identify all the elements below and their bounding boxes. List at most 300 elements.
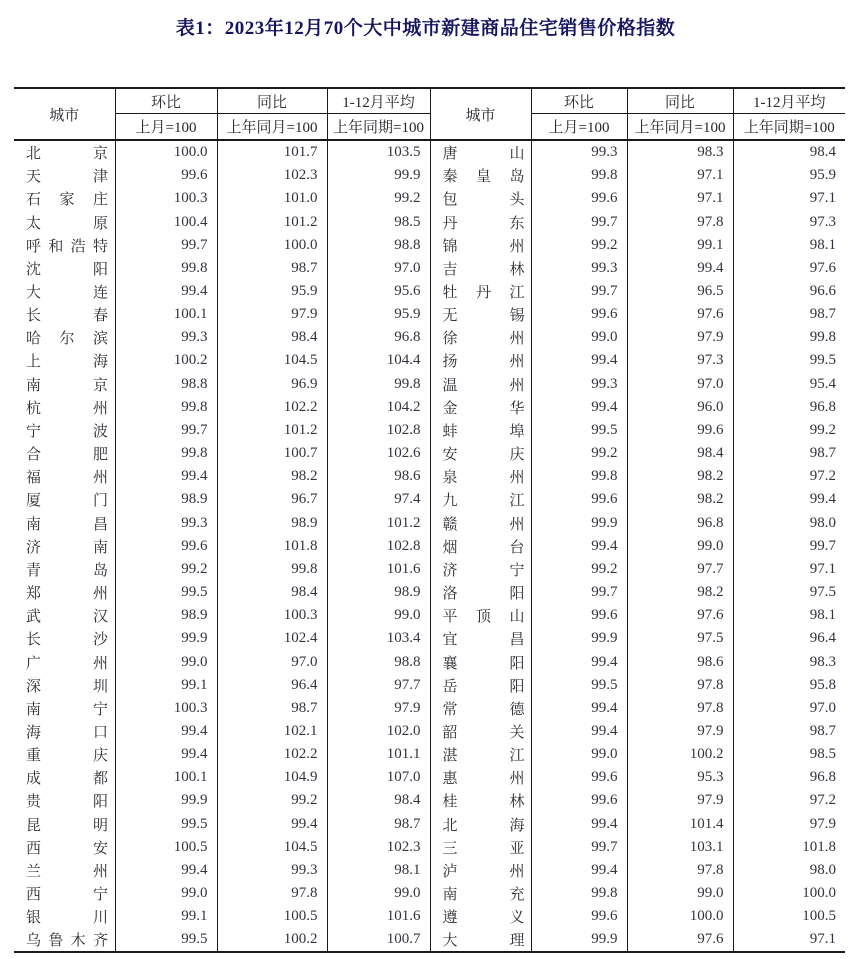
value-cell: 97.4 (327, 488, 430, 511)
city-name: 杭州 (26, 400, 108, 417)
city-name: 丹东 (442, 215, 525, 232)
table-row (14, 140, 845, 164)
value-cell: 99.4 (217, 813, 327, 836)
value-cell: 104.2 (327, 396, 430, 419)
header-yoy-left: 同比 (217, 88, 327, 114)
value-cell: 97.1 (733, 928, 845, 952)
city-cell (430, 419, 531, 442)
city-cell (14, 743, 115, 766)
value-cell: 98.1 (327, 859, 430, 882)
value-cell: 101.6 (327, 905, 430, 928)
value-cell: 101.1 (327, 743, 430, 766)
city-name: 蚌埠 (442, 423, 525, 440)
value-cell: 98.0 (733, 859, 845, 882)
city-cell (14, 164, 115, 187)
table-row (14, 928, 845, 952)
city-name: 贵阳 (26, 794, 108, 811)
city-cell (14, 326, 115, 349)
value-cell: 98.1 (733, 604, 845, 627)
city-cell (14, 604, 115, 627)
city-name: 安庆 (442, 447, 525, 464)
value-cell: 104.5 (217, 836, 327, 859)
value-cell: 99.9 (531, 627, 627, 650)
value-cell: 99.6 (531, 187, 627, 210)
city-name: 牡丹江 (442, 285, 525, 302)
value-cell: 98.7 (327, 813, 430, 836)
value-cell: 99.2 (217, 789, 327, 812)
city-cell (14, 558, 115, 581)
value-cell: 97.9 (627, 326, 733, 349)
value-cell: 100.3 (115, 187, 217, 210)
city-name: 合肥 (26, 447, 108, 464)
value-cell: 98.8 (327, 650, 430, 673)
city-cell (14, 535, 115, 558)
city-cell (14, 419, 115, 442)
value-cell: 102.8 (327, 535, 430, 558)
value-cell: 98.9 (327, 581, 430, 604)
value-cell: 98.9 (115, 488, 217, 511)
value-cell: 104.4 (327, 349, 430, 372)
city-name: 吉林 (442, 261, 525, 278)
city-name: 青岛 (26, 562, 108, 579)
value-cell: 96.7 (217, 488, 327, 511)
value-cell: 99.0 (115, 650, 217, 673)
city-name: 兰州 (26, 863, 108, 880)
value-cell: 101.8 (733, 836, 845, 859)
value-cell: 96.6 (733, 280, 845, 303)
value-cell: 95.9 (733, 164, 845, 187)
city-cell (430, 164, 531, 187)
value-cell: 96.8 (733, 766, 845, 789)
value-cell: 99.7 (531, 836, 627, 859)
city-name: 南京 (26, 377, 108, 394)
city-cell (430, 697, 531, 720)
value-cell: 97.1 (733, 558, 845, 581)
value-cell: 97.1 (627, 164, 733, 187)
value-cell: 101.4 (627, 813, 733, 836)
city-name: 海口 (26, 724, 108, 741)
city-cell (14, 396, 115, 419)
city-name: 秦皇岛 (442, 169, 525, 186)
value-cell: 97.8 (627, 859, 733, 882)
city-cell (14, 234, 115, 257)
value-cell: 97.5 (733, 581, 845, 604)
value-cell: 99.9 (531, 928, 627, 952)
value-cell: 99.7 (115, 234, 217, 257)
city-cell (14, 349, 115, 372)
value-cell: 102.2 (217, 743, 327, 766)
city-name: 长春 (26, 308, 108, 325)
value-cell: 97.2 (733, 789, 845, 812)
value-cell: 99.2 (531, 558, 627, 581)
city-name: 济南 (26, 539, 108, 556)
value-cell: 103.5 (327, 140, 430, 164)
value-cell: 97.0 (627, 373, 733, 396)
value-cell: 100.2 (217, 928, 327, 952)
value-cell: 99.6 (531, 789, 627, 812)
value-cell: 99.4 (733, 488, 845, 511)
value-cell: 97.0 (217, 650, 327, 673)
city-name: 重庆 (26, 748, 108, 765)
value-cell: 102.1 (217, 720, 327, 743)
city-name: 温州 (442, 377, 525, 394)
city-cell (14, 882, 115, 905)
header-city-right: 城市 (430, 88, 531, 140)
value-cell: 100.2 (115, 349, 217, 372)
value-cell: 99.0 (327, 604, 430, 627)
table-row (14, 627, 845, 650)
value-cell: 99.8 (733, 326, 845, 349)
value-cell: 98.9 (115, 604, 217, 627)
table-row (14, 558, 845, 581)
value-cell: 97.8 (627, 674, 733, 697)
city-cell (14, 210, 115, 233)
city-cell (430, 187, 531, 210)
value-cell: 99.4 (531, 697, 627, 720)
table-row (14, 257, 845, 280)
value-cell: 99.1 (115, 674, 217, 697)
city-name: 昆明 (26, 817, 108, 834)
city-name: 韶关 (442, 724, 525, 741)
table-row (14, 326, 845, 349)
value-cell: 98.7 (733, 303, 845, 326)
value-cell: 102.3 (327, 836, 430, 859)
value-cell: 99.1 (627, 234, 733, 257)
city-cell (14, 813, 115, 836)
city-name: 岳阳 (442, 678, 525, 695)
value-cell: 98.4 (217, 581, 327, 604)
value-cell: 97.1 (733, 187, 845, 210)
header-yoy-base-right: 上年同月=100 (627, 114, 733, 141)
value-cell: 98.8 (327, 234, 430, 257)
value-cell: 102.4 (217, 627, 327, 650)
city-cell (14, 627, 115, 650)
value-cell: 99.8 (115, 396, 217, 419)
city-cell (430, 836, 531, 859)
value-cell: 96.4 (217, 674, 327, 697)
value-cell: 97.2 (733, 465, 845, 488)
value-cell: 99.7 (531, 280, 627, 303)
city-cell (14, 488, 115, 511)
value-cell: 99.1 (115, 905, 217, 928)
table-header (14, 88, 845, 140)
city-name: 深圳 (26, 678, 108, 695)
city-cell (430, 210, 531, 233)
value-cell: 98.8 (115, 373, 217, 396)
city-cell (430, 257, 531, 280)
value-cell: 104.5 (217, 349, 327, 372)
city-name: 济宁 (442, 562, 525, 579)
value-cell: 99.0 (531, 743, 627, 766)
value-cell: 102.6 (327, 442, 430, 465)
table-row (14, 905, 845, 928)
value-cell: 97.9 (627, 789, 733, 812)
city-cell (14, 928, 115, 952)
city-name: 大理 (442, 933, 525, 950)
city-cell (430, 512, 531, 535)
table-row (14, 604, 845, 627)
city-cell (14, 512, 115, 535)
value-cell: 99.5 (115, 928, 217, 952)
value-cell: 99.4 (115, 859, 217, 882)
value-cell: 99.9 (115, 789, 217, 812)
value-cell: 98.4 (327, 789, 430, 812)
value-cell: 97.7 (327, 674, 430, 697)
value-cell: 99.5 (115, 813, 217, 836)
value-cell: 98.9 (217, 512, 327, 535)
city-name: 襄阳 (442, 655, 525, 672)
city-cell (430, 743, 531, 766)
value-cell: 102.8 (327, 419, 430, 442)
city-cell (430, 349, 531, 372)
table-row (14, 697, 845, 720)
city-cell (14, 187, 115, 210)
value-cell: 97.6 (627, 928, 733, 952)
table-row (14, 280, 845, 303)
value-cell: 97.3 (733, 210, 845, 233)
value-cell: 100.7 (217, 442, 327, 465)
city-name: 宜昌 (442, 632, 525, 649)
value-cell: 99.3 (217, 859, 327, 882)
value-cell: 98.6 (327, 465, 430, 488)
value-cell: 101.0 (217, 187, 327, 210)
city-cell (430, 650, 531, 673)
city-cell (14, 650, 115, 673)
value-cell: 99.6 (627, 419, 733, 442)
value-cell: 96.8 (733, 396, 845, 419)
value-cell: 99.6 (531, 303, 627, 326)
value-cell: 97.5 (627, 627, 733, 650)
city-cell (430, 789, 531, 812)
value-cell: 98.7 (733, 442, 845, 465)
city-cell (430, 535, 531, 558)
city-cell (14, 373, 115, 396)
table-row (14, 512, 845, 535)
value-cell: 101.2 (217, 419, 327, 442)
value-cell: 97.6 (627, 303, 733, 326)
price-index-table (14, 87, 845, 953)
city-name: 南昌 (26, 516, 108, 533)
value-cell: 100.0 (627, 905, 733, 928)
value-cell: 99.4 (115, 280, 217, 303)
value-cell: 101.2 (327, 512, 430, 535)
value-cell: 98.7 (733, 720, 845, 743)
value-cell: 99.4 (531, 349, 627, 372)
city-cell (14, 905, 115, 928)
value-cell: 97.8 (627, 210, 733, 233)
city-cell (14, 697, 115, 720)
value-cell: 97.9 (733, 813, 845, 836)
value-cell: 99.0 (115, 882, 217, 905)
table-row (14, 373, 845, 396)
table-row (14, 581, 845, 604)
city-cell (14, 280, 115, 303)
value-cell: 100.3 (217, 604, 327, 627)
city-name: 遵义 (442, 910, 525, 927)
city-cell (430, 813, 531, 836)
city-cell (430, 303, 531, 326)
value-cell: 99.0 (327, 882, 430, 905)
city-name: 石家庄 (26, 192, 108, 209)
value-cell: 99.6 (531, 488, 627, 511)
city-cell (430, 720, 531, 743)
city-name: 唐山 (442, 146, 525, 163)
value-cell: 102.3 (217, 164, 327, 187)
city-cell (14, 303, 115, 326)
city-name: 呼和浩特 (26, 238, 108, 255)
city-cell (430, 674, 531, 697)
header-mom-right: 环比 (531, 88, 627, 114)
table-row (14, 465, 845, 488)
city-name: 宁波 (26, 423, 108, 440)
value-cell: 100.3 (115, 697, 217, 720)
value-cell: 99.3 (115, 512, 217, 535)
city-cell (14, 581, 115, 604)
value-cell: 99.6 (531, 604, 627, 627)
table-row (14, 789, 845, 812)
city-cell (430, 373, 531, 396)
value-cell: 98.2 (627, 581, 733, 604)
value-cell: 99.2 (733, 419, 845, 442)
value-cell: 95.8 (733, 674, 845, 697)
value-cell: 101.7 (217, 140, 327, 164)
value-cell: 99.0 (627, 535, 733, 558)
value-cell: 97.0 (733, 697, 845, 720)
value-cell: 100.0 (217, 234, 327, 257)
city-name: 福州 (26, 470, 108, 487)
header-avg-base-right: 上年同期=100 (733, 114, 845, 141)
city-name: 湛江 (442, 748, 525, 765)
value-cell: 99.0 (531, 326, 627, 349)
value-cell: 98.2 (217, 465, 327, 488)
city-cell (430, 140, 531, 164)
value-cell: 98.4 (627, 442, 733, 465)
city-name: 赣州 (442, 516, 525, 533)
value-cell: 99.2 (531, 234, 627, 257)
table-row (14, 859, 845, 882)
city-cell (430, 905, 531, 928)
value-cell: 99.7 (531, 581, 627, 604)
table-row (14, 234, 845, 257)
city-cell (430, 396, 531, 419)
value-cell: 103.1 (627, 836, 733, 859)
table-row (14, 836, 845, 859)
table-row (14, 488, 845, 511)
value-cell: 96.8 (627, 512, 733, 535)
value-cell: 99.5 (531, 419, 627, 442)
city-name: 徐州 (442, 331, 525, 348)
table-row (14, 442, 845, 465)
city-name: 大连 (26, 285, 108, 302)
value-cell: 100.1 (115, 766, 217, 789)
table-row (14, 210, 845, 233)
value-cell: 100.4 (115, 210, 217, 233)
value-cell: 99.7 (115, 419, 217, 442)
city-name: 长沙 (26, 632, 108, 649)
city-cell (14, 720, 115, 743)
value-cell: 101.6 (327, 558, 430, 581)
table-header-row-2 (14, 114, 845, 141)
value-cell: 98.5 (327, 210, 430, 233)
city-name: 九江 (442, 493, 525, 510)
city-name: 南充 (442, 887, 525, 904)
value-cell: 97.8 (627, 697, 733, 720)
value-cell: 99.3 (115, 326, 217, 349)
value-cell: 99.2 (531, 442, 627, 465)
value-cell: 100.5 (115, 836, 217, 859)
value-cell: 99.2 (327, 187, 430, 210)
value-cell: 99.3 (531, 373, 627, 396)
table-row (14, 535, 845, 558)
value-cell: 98.7 (217, 257, 327, 280)
city-cell (430, 465, 531, 488)
value-cell: 100.5 (217, 905, 327, 928)
value-cell: 96.8 (327, 326, 430, 349)
table-row (14, 349, 845, 372)
city-name: 厦门 (26, 493, 108, 510)
value-cell: 100.2 (627, 743, 733, 766)
city-name: 泸州 (442, 863, 525, 880)
value-cell: 96.5 (627, 280, 733, 303)
value-cell: 102.2 (217, 396, 327, 419)
table-header-row-1 (14, 88, 845, 114)
city-name: 泉州 (442, 470, 525, 487)
city-name: 金华 (442, 400, 525, 417)
city-cell (430, 326, 531, 349)
value-cell: 98.3 (733, 650, 845, 673)
city-name: 烟台 (442, 539, 525, 556)
city-name: 成都 (26, 771, 108, 788)
page-title: 表1：2023年12月70个大中城市新建商品住宅销售价格指数 (175, 18, 676, 39)
value-cell: 99.4 (531, 859, 627, 882)
value-cell: 97.3 (627, 349, 733, 372)
value-cell: 99.4 (115, 720, 217, 743)
value-cell: 100.0 (733, 882, 845, 905)
value-cell: 98.2 (627, 465, 733, 488)
table-row (14, 766, 845, 789)
value-cell: 98.0 (733, 512, 845, 535)
city-cell (430, 234, 531, 257)
value-cell: 100.7 (327, 928, 430, 952)
value-cell: 96.9 (217, 373, 327, 396)
value-cell: 103.4 (327, 627, 430, 650)
city-cell (14, 766, 115, 789)
table-row (14, 303, 845, 326)
city-cell (430, 488, 531, 511)
value-cell: 99.8 (531, 465, 627, 488)
value-cell: 107.0 (327, 766, 430, 789)
value-cell: 95.9 (217, 280, 327, 303)
city-name: 平顶山 (442, 609, 525, 626)
value-cell: 99.6 (115, 535, 217, 558)
table-row (14, 720, 845, 743)
value-cell: 97.8 (217, 882, 327, 905)
city-name: 南宁 (26, 701, 108, 718)
value-cell: 98.5 (733, 743, 845, 766)
city-name: 天津 (26, 169, 108, 186)
city-name: 沈阳 (26, 261, 108, 278)
table-row (14, 419, 845, 442)
value-cell: 100.1 (115, 303, 217, 326)
city-cell (14, 257, 115, 280)
table-row (14, 650, 845, 673)
city-name: 北海 (442, 817, 525, 834)
value-cell: 104.9 (217, 766, 327, 789)
city-name: 银川 (26, 910, 108, 927)
header-avg-right: 1-12月平均 (733, 88, 845, 114)
value-cell: 96.0 (627, 396, 733, 419)
value-cell: 97.9 (627, 720, 733, 743)
